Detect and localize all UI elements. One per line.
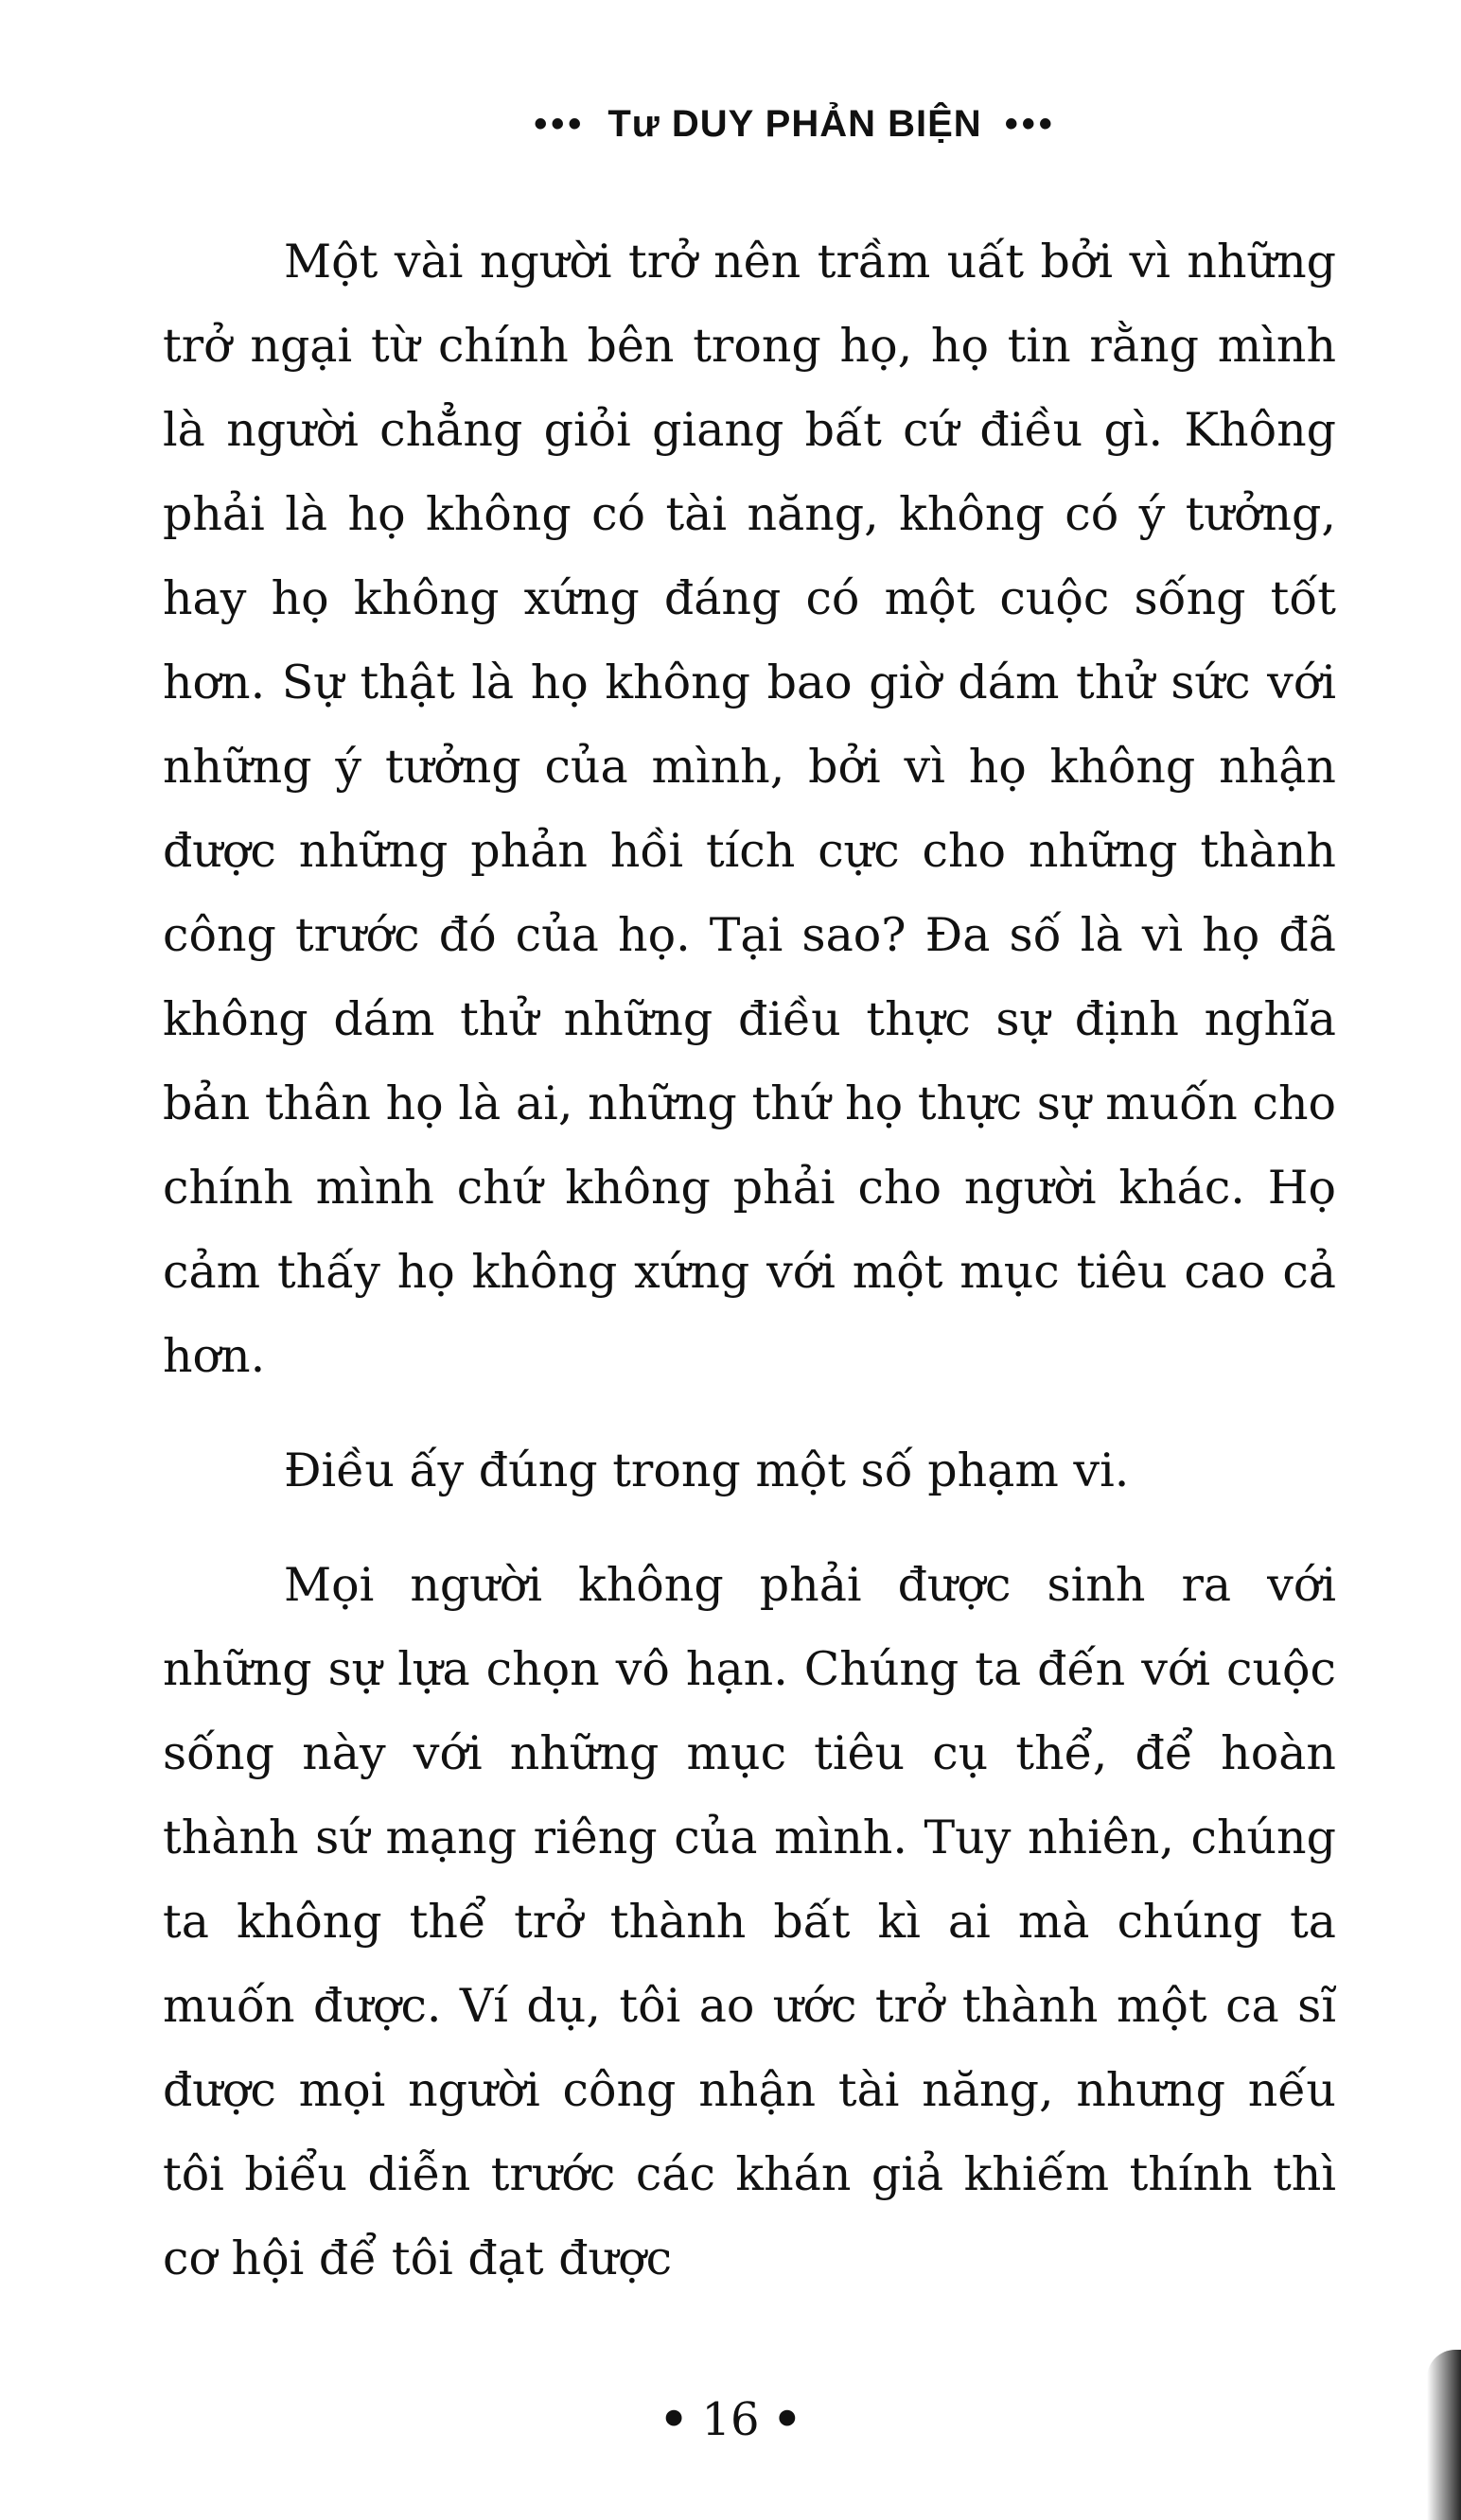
header-dots-right: ••• [1004, 103, 1056, 145]
page-footer [0, 2393, 1461, 2446]
header-title: Tư DUY PHẢN BIỆN [607, 102, 982, 145]
body-text [163, 219, 1336, 2301]
footer-bullet-right: • [772, 2393, 802, 2446]
page-edge-shadow [1427, 2350, 1461, 2520]
paragraph-3: Mọi người không phải được sinh ra với những sự lựa chọn vô hạn. Chúng ta đến với cuộc sống này với những mục tiêu cụ thể, để hoàn thành sứ mạng riêng của mình. Tuy nhiên, chúng ta không thể trở thành bất kì ai mà chúng ta muốn được. Ví dụ, tôi ao ước trở thành một ca sĩ được mọi người công nhận tài năng, nhưng nếu tôi biểu diễn trước các khán giả khiếm thính thì cơ hội để tôi đạt được [163, 1558, 1336, 2285]
paragraph-2: Điều ấy đúng trong một số phạm vi. [284, 1444, 1130, 1497]
footer-bullet-left: • [659, 2393, 689, 2446]
paragraph-1: Một vài người trở nên trầm uất bởi vì những trở ngại từ chính bên trong họ, họ tin rằng mình là người chẳng giỏi giang bất cứ điều gì. Không phải là họ không có tài năng, không có ý tưởng, hay họ không xứng đáng có một cuộc sống tốt hơn. Sự thật là họ không bao giờ dám thử sức với những ý tưởng của mình, bởi vì họ không nhận được những phản hồi tích cực cho những thành công trước đó của họ. Tại sao? Đa số là vì họ đã không dám thử những điều thực sự định nghĩa bản thân họ là ai, những thứ họ thực sự muốn cho chính mình chứ không phải cho người khác. Họ cảm thấy họ không xứng với một mục tiêu cao cả hơn. [163, 235, 1336, 1383]
header-dots-left: ••• [534, 103, 586, 145]
running-header [530, 91, 1060, 157]
page-number: 16 [701, 2393, 760, 2446]
